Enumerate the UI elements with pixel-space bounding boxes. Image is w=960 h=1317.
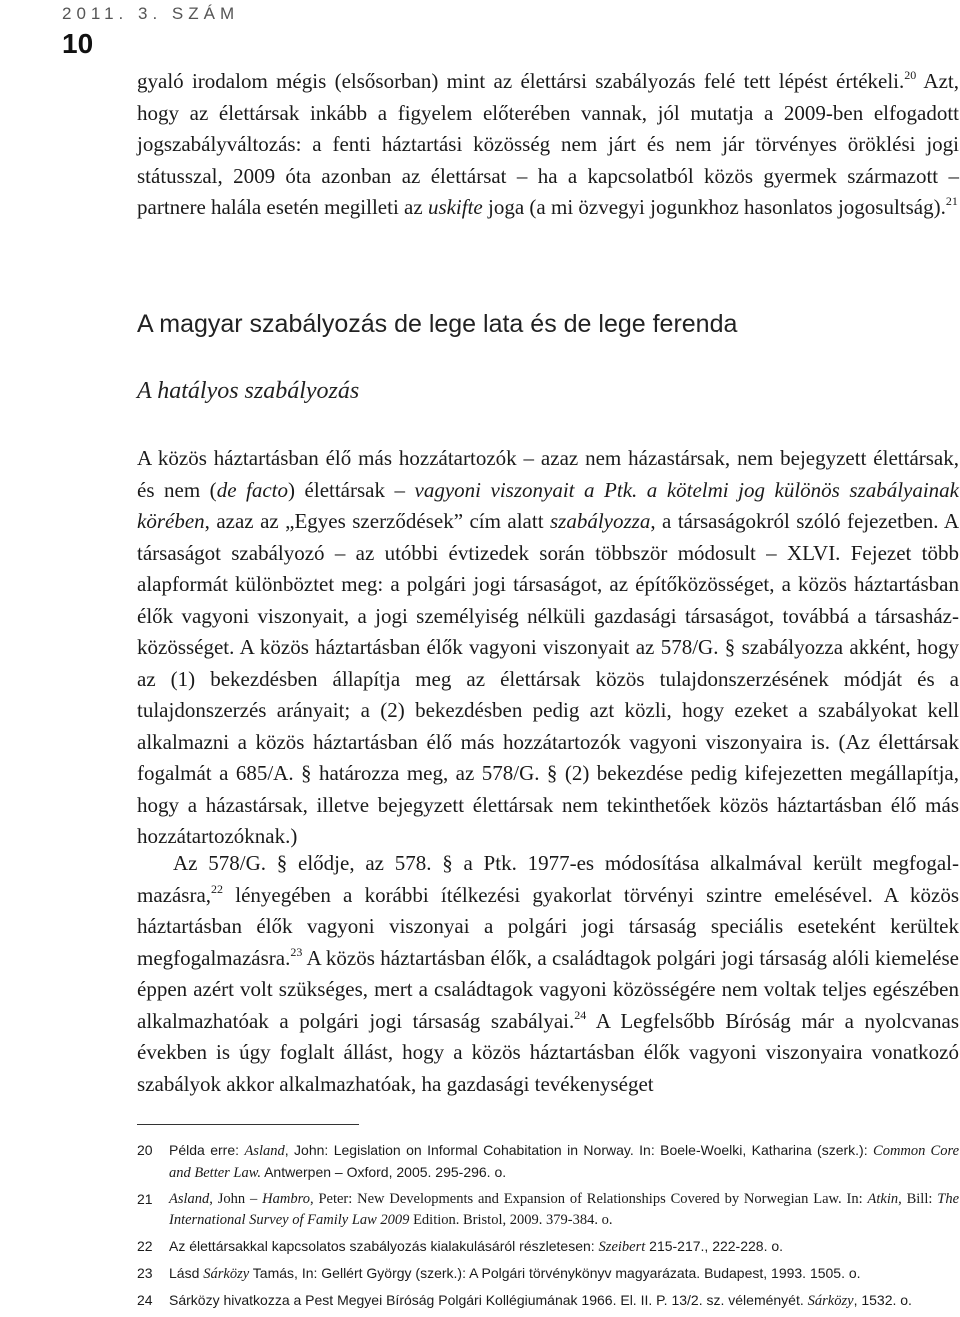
author-name: Atkin — [867, 1191, 899, 1207]
text-run: Azt, hogy az élettársak inkább a figyelem előterében vannak, jól mutatja a 2009-ben elfogadott jogszabályváltozás: a fenti háztartási közösség nem járt és nem jár törvényes öröklési jogi státusszal, 2009 óta azonban az élettársat – ha a kapcsolatból közös gyermek származott – partnere halála esetén megilleti az — [137, 69, 959, 219]
text-run: Az élettársakkal kapcsolatos szabályozás kialakulásáról részletesen: — [169, 1238, 599, 1254]
body-paragraph-1 — [137, 66, 959, 224]
running-head: 2011. 3. SZÁM — [62, 4, 240, 23]
page-number: 10 — [62, 28, 94, 59]
footnote-22 — [137, 1236, 959, 1258]
footnote-number: 21 — [137, 1191, 153, 1207]
footnote-number: 24 — [137, 1292, 153, 1308]
footnote-ref-22[interactable]: 22 — [211, 881, 224, 896]
author-name: Sárközy — [203, 1266, 250, 1282]
text-run: A közös háztartásban élők, a családtagok polgári jogi társaság alóli kiemelése éppen azért volt szükséges, mert a családtagok vagyoni közösségére nem voltak teljes egészében alkalmazhatóak a polgári jogi társaság szabályai. — [137, 945, 959, 1033]
text-run: Lásd — [169, 1265, 204, 1281]
text-run: Példa erre: — [169, 1142, 245, 1158]
text-run: Edition. Bristol, 2009. 379-384. o. — [409, 1212, 613, 1228]
footnote-text — [169, 1236, 959, 1258]
author-name: Sárközy — [807, 1293, 854, 1309]
text-run: joga (a mi özvegyi jogunkhoz hasonlatos jogosultság). — [482, 195, 946, 219]
book-title: The International Survey of Family Law 2009 — [169, 1191, 959, 1228]
footnote-number: 23 — [137, 1265, 153, 1281]
text-run: ) élettársak – — [288, 477, 415, 502]
footnote-number: 22 — [137, 1238, 153, 1254]
footnote-number: 20 — [137, 1142, 153, 1158]
footnote-21 — [137, 1189, 959, 1231]
text-run: gyaló irodalom mégis (elsősorban) mint az élettársi szabályozás felé tett lépést értékeli. — [137, 69, 905, 93]
text-run: 215-217., 222-228. o. — [645, 1238, 784, 1254]
text-run: , Bill: — [898, 1191, 938, 1207]
body-paragraph-2 — [137, 443, 959, 853]
text-run: Antwerpen – Oxford, 2005. 295-296. o. — [260, 1164, 507, 1180]
footnote-ref-20[interactable]: 20 — [904, 68, 917, 82]
footnote-divider — [137, 1124, 359, 1125]
author-name: Asland — [244, 1143, 285, 1159]
book-title: Common Core and Better Law. — [169, 1143, 960, 1181]
body-paragraph-3 — [137, 848, 959, 1100]
footnotes — [137, 1140, 959, 1317]
footnote-20 — [137, 1140, 959, 1184]
text-run: , azaz az „Egyes szerződések” cím alatt — [204, 509, 550, 533]
footnote-ref-23[interactable]: 23 — [290, 944, 303, 959]
footnote-ref-24[interactable]: 24 — [574, 1007, 587, 1022]
author-name: Asland — [169, 1191, 210, 1207]
footnote-ref-21[interactable]: 21 — [945, 194, 958, 208]
italic-phrase: vagyoni viszonyait a Ptk. a kötelmi jog különös szabályainak körében — [137, 477, 960, 533]
text-run: Sárközy hivatkozza a Pest Megyei Bíróság Polgári Kollégiumának 1966. El. II. P. 13/2. sz. véleményét. — [169, 1292, 808, 1308]
text-run: , John – — [209, 1191, 263, 1207]
footnote-text — [169, 1189, 959, 1231]
text-run: Az 578/G. § elődje, az 578. § a Ptk. 1977-es módosítása alkalmával került megfogalmazásra, — [137, 851, 959, 907]
text-run: Tamás, In: Gellért György (szerk.): A Polgári törvénykönyv magyarázata. Budapest, 1993. 1505. o. — [249, 1265, 861, 1281]
author-name: Szeibert — [598, 1239, 646, 1255]
text-run: A közös háztartásban élő más hozzátartozók – azaz nem házastársak, nem bejegyzett élettársak, és nem ( — [137, 446, 959, 502]
text-run: , a társaságokról szóló fejezetben. A társaságot szabályozó – az utóbbi évtizedek során többször módosult – XLVI. Fejezet több alapformát különböztet meg: a polgári jogi társaságot, az építőközösséget, a közös háztartásban élők vagyoni viszonyait, a jogi személyiség nélküli gazdasági társaságot, továbbá a társasház-közösséget. A közös háztartásban élők vagyoni viszonyait az 578/G. § szabályozza akként, hogy az (1) bekezdésben állapítja meg az élettársak közös tulajdonszerzésének módját és a tulajdonszerzés arányait; a (2) bekezdésben pedig azt közli, hogy ezeket a szabályokat kell alkalmazni a közös háztartásban élő más hozzátartozók vagyoni viszonyaira is. (Az élettársak fogalmát a 685/A. § határozza meg, az 578/G. § (2) bekezdése pedig kifejezetten megállapítja, hogy a házastársak, illetve bejegyzett élettársak nem tekinthetőek közös háztartásban élő más hozzátartozóknak.) — [137, 509, 959, 848]
subsection-title: A hatályos szabályozás — [137, 378, 360, 404]
text-run: , John: Legislation on Informal Cohabitation in Norway. In: Boele-Woelki, Katharina (szerk.): — [284, 1142, 874, 1158]
italic-term: szabályozza — [550, 509, 651, 533]
footnote-text — [169, 1140, 959, 1184]
italic-term: uskifte — [427, 195, 483, 219]
italic-term: de facto — [216, 477, 289, 502]
section-title: A magyar szabályozás de lege lata és de lege ferenda — [137, 310, 738, 338]
text-run: lényegében a korábbi ítélkezési gyakorlat törvényi szintre emelésével. A közös háztartásban élők vagyoni viszonyai a polgári jogi társaság speciális eseteként kerültek megfogalmazásra. — [137, 882, 959, 970]
text-run: A Legfelsőbb Bíróság már a nyolcvanas években is úgy foglalt állást, hogy a közös háztartásban élők vagyoni viszonyaira vonatkozó szabályok akkor alkalmazhatóak, ha gazdasági tevékenységet — [137, 1008, 959, 1096]
text-run: , 1532. o. — [853, 1292, 912, 1308]
footnote-23 — [137, 1263, 959, 1285]
text-run: , Peter: New Developments and Expansion of Relationships Covered by Norwegian Law. In: — [309, 1191, 868, 1207]
author-name: Hambro — [262, 1191, 310, 1207]
footnote-text — [169, 1263, 959, 1285]
